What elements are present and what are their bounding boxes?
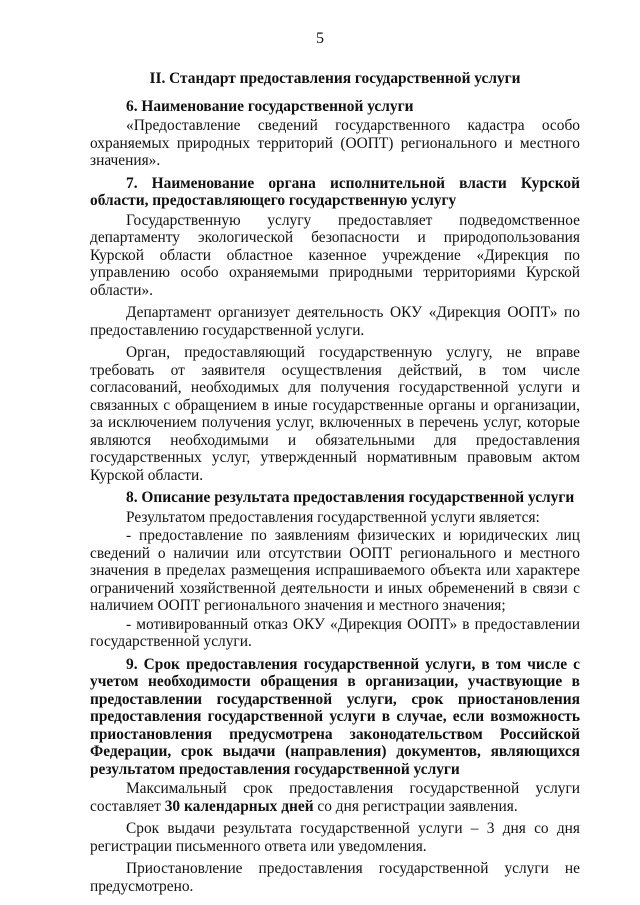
paragraph-6-1: «Предоставление сведений государственного кадастра особо охраняемых природных территорий (ООПТ) регионального и местного значения».: [90, 117, 580, 169]
paragraph-8-2: - предоставление по заявлениям физических и юридических лиц сведений о наличии или отсутствии ООПТ регионального и местного значения в пределах размещения испрашиваемого объекта или характере ограничений хозяйственной деятельности и иных обременений в связи с наличием ООПТ регионального значения и местного значения;: [90, 527, 580, 614]
section-title: II. Стандарт предоставления государственной услуги: [149, 70, 521, 87]
paragraph-9-1: [90, 780, 580, 815]
page-number: 5: [316, 30, 324, 47]
paragraph-8-1: Результатом предоставления государственной услуги является:: [126, 508, 540, 526]
heading-9: 9. Срок предоставления государственной услуги, в том числе с учетом необходимости обращения в организации, участвующие в предоставлении государственной услуги, срок приостановления предоставления государственной услуги в случае, если возможность приостановления предусмотрена законодательством Российской Федерации, срок выдачи (направления) документов, являющихся результатом предоставления государственной услуги: [90, 655, 580, 778]
heading-8: 8. Описание результата предоставления государственной услуги: [126, 489, 575, 506]
paragraph-9-1-start: Максимальный срок предоставления государственной услуги составляет: [90, 780, 580, 815]
page-content: [90, 70, 580, 900]
heading-7: 7. Наименование органа исполнительной власти Курской области, предоставляющего государственную услугу: [90, 174, 580, 209]
heading-6: 6. Наименование государственной услуги: [126, 97, 414, 115]
paragraph-9-1-emphasis: 30 календарных дней: [164, 797, 314, 815]
paragraph-9-1-end: со дня регистрации заявления.: [313, 797, 518, 815]
paragraph-9-2: Срок выдачи результата государственной услуги – 3 дня со дня регистрации письменного ответа или уведомления.: [90, 820, 580, 855]
paragraph-9-3: Приостановление предоставления государственной услуги не предусмотрено.: [90, 860, 580, 895]
paragraph-7-3: Орган, предоставляющий государственную услугу, не вправе требовать от заявителя осуществления действий, в том числе согласований, необходимых для получения государственной услуги и связанных с обращением в иные государственные органы и организации, за исключением получения услуг, включенных в перечень услуг, которые являются необходимыми и обязательными для предоставления государственных услуг, утвержденный нормативным правовым актом Курской области.: [90, 344, 580, 484]
paragraph-8-3: - мотивированный отказ ОКУ «Дирекция ООПТ» в предоставлении государственной услуги.: [90, 615, 580, 650]
paragraph-7-1: Государственную услугу предоставляет подведомственное департаменту экологической безопасности и природопользования Курской области областное казенное учреждение «Дирекция по управлению особо охраняемыми природными территориями Курской области».: [90, 211, 580, 299]
paragraph-7-2: Департамент организует деятельность ОКУ «Дирекция ООПТ» по предоставлению государственной услуги.: [90, 304, 580, 339]
